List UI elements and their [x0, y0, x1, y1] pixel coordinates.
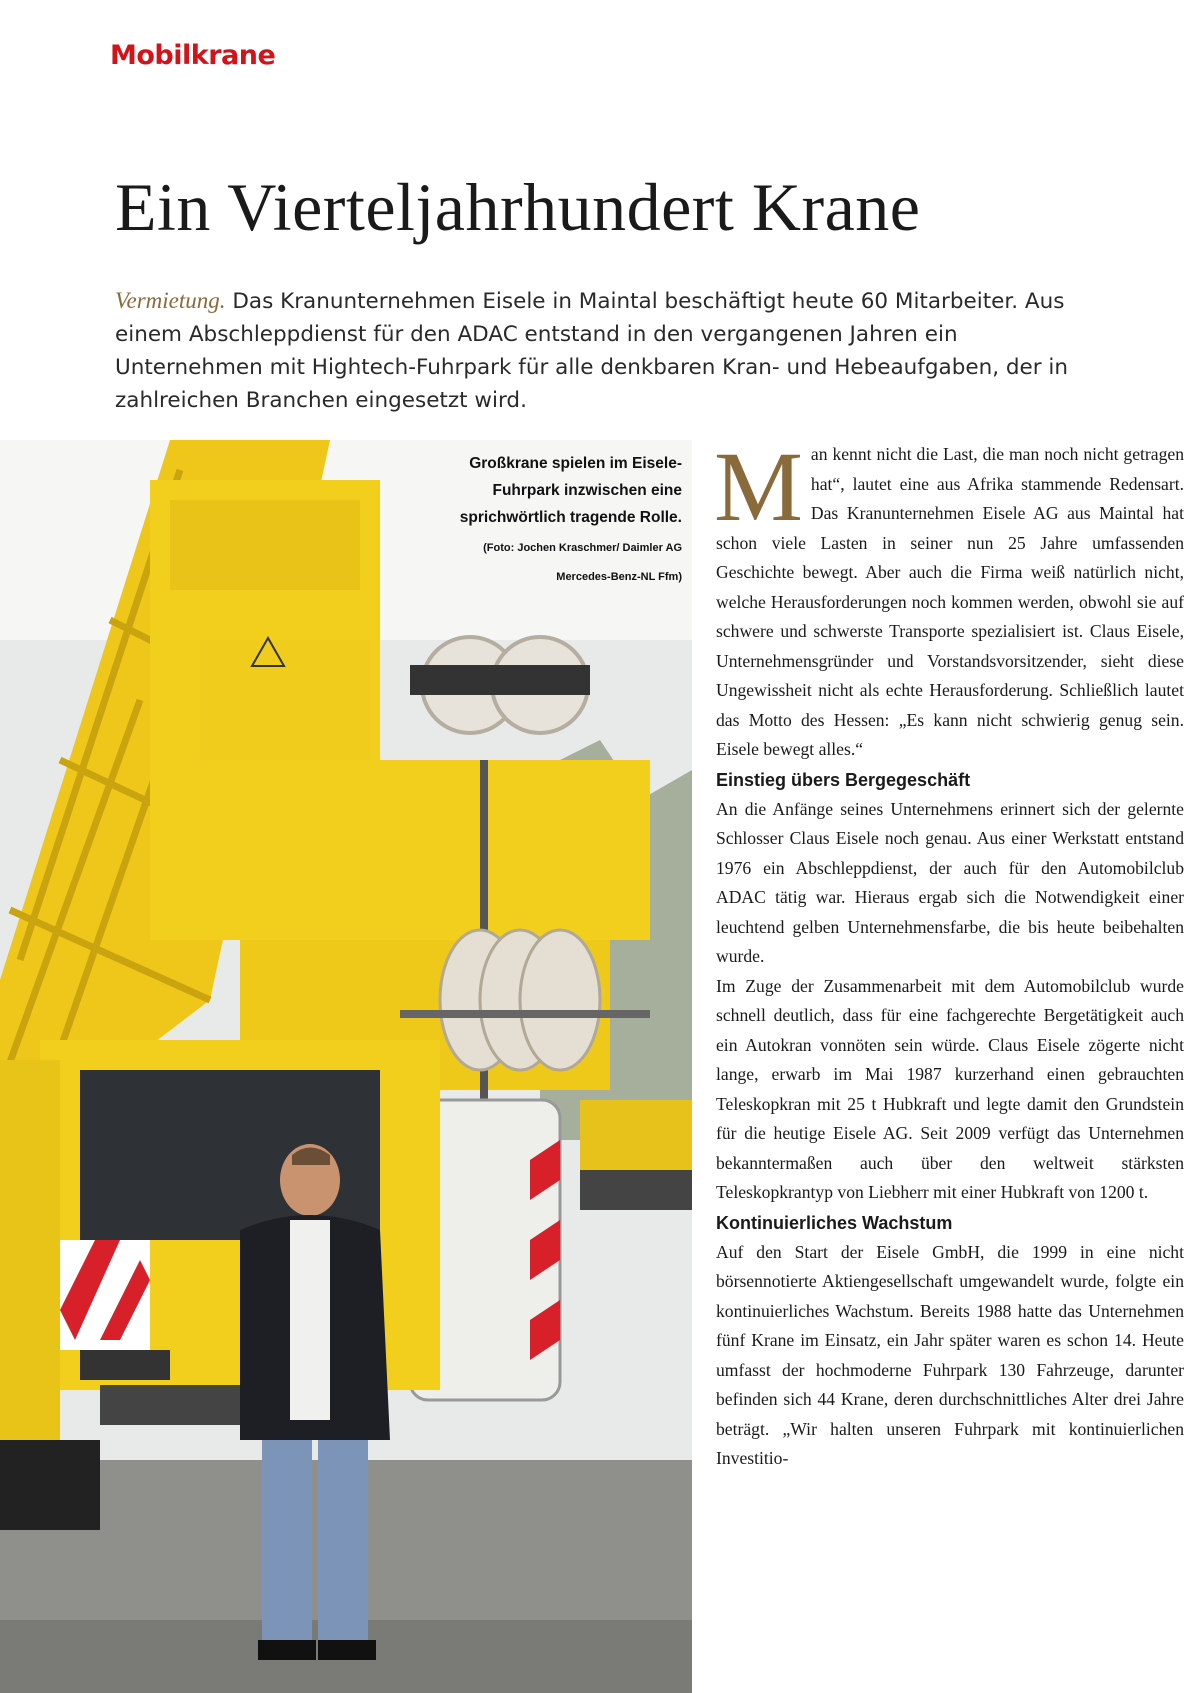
article-body: [714, 431, 1184, 1474]
paragraph-2: Im Zuge der Zusammenarbeit mit dem Automobilclub wurde schnell deutlich, dass für eine fachgerechte Bergetätigkeit auch ein Autokran vonnöten sein würde. Claus Eisele zögerte nicht lange, erwarb im Mai 1987 kurzerhand einen gebrauchten Teleskopkran mit 25 t Hubkraft und legte damit den Grundstein für die heutige Eisele AG. Seit 2009 verfügt das Unternehmen bekanntermaßen auch über den weltweit stärksten Teleskopkrantyp von Liebherr mit einer Hubkraft von 1200 t.: [716, 975, 1184, 1202]
photo-credit: (Foto: Jochen Kraschmer/ Daimler AG Mercedes-Benz-NL Ffm): [483, 542, 682, 583]
paragraph-1: An die Anfänge seines Unternehmens erinnert sich der gelernte Schlosser Claus Eisele noch genau. Aus einer Werkstatt entstand 1976 ein Abschleppdienst, der auch für den Automobilclub ADAC tätig war. Hieraus ergab sich die Notwendigkeit einer leuchtend gelben Unternehmensfarbe, die bis heute beibehalten wurde.: [716, 798, 1184, 966]
intro-paragraph: [714, 431, 1184, 765]
lead-kicker: Vermietung.: [115, 288, 226, 313]
drop-cap: M: [714, 431, 803, 542]
photo-caption: [452, 450, 682, 591]
crane-illustration: [0, 440, 692, 1693]
paragraph-3: Auf den Start der Eisele GmbH, die 1999 in eine nicht börsennotierte Aktiengesellschaft umgewandelt wurde, folgte ein kontinuierliches Wachstum. Bereits 1988 hatte das Unternehmen fünf Krane im Einsatz, ein Jahr später waren es schon 14. Heute umfasst der hochmoderne Fuhrpark 130 Fahrzeuge, darunter befinden sich 44 Krane, deren durchschnittliches Alter drei Jahre beträgt. „Wir halten unseren Fuhrpark mit kontinuierlichen Investitio-: [716, 1241, 1184, 1468]
section-tag: Mobilkrane: [110, 40, 276, 71]
subhead-bergegeschaeft: Einstieg übers Bergegeschäft: [716, 769, 971, 790]
crane-photo: [0, 440, 692, 1693]
lead-paragraph: [115, 284, 1105, 417]
intro-text: an kennt nicht die Last, die man noch nicht getragen hat“, lautet eine aus Afrika stammende Redensart. Das Kranunternehmen Eisele AG aus Maintal hat schon viele Lasten in seiner nun 25 Jahre umfassenden Geschichte bewegt. Aber auch die Firma weiß natürlich nicht, welche Herausforderungen noch kommen werden, obwohl sie auf schwere und schwerste Transporte spezialisiert ist. Claus Eisele, Unternehmensgründer und Vorstandsvorsitzender, sieht diese Ungewissheit nicht als echte Herausforderung. Schließlich lautet das Motto des Hessen: „Es kann nicht schwierig genug sein. Eisele bewegt alles.“: [716, 444, 1184, 759]
caption-text: Großkrane spielen im Eisele-Fuhrpark inzwischen eine sprichwörtlich tragende Rolle.: [459, 455, 682, 526]
lead-text: Das Kranunternehmen Eisele in Maintal beschäftigt heute 60 Mitarbeiter. Aus einem Abschleppdienst für den ADAC entstand in den vergangenen Jahren ein Unternehmen mit Hightech-Fuhrpark für alle denkbaren Kran- und Hebeaufgaben, der in zahlreichen Branchen eingesetzt wird.: [115, 289, 1069, 413]
headline: Ein Vierteljahrhundert Krane: [115, 169, 921, 245]
subhead-wachstum: Kontinuierliches Wachstum: [716, 1212, 953, 1233]
